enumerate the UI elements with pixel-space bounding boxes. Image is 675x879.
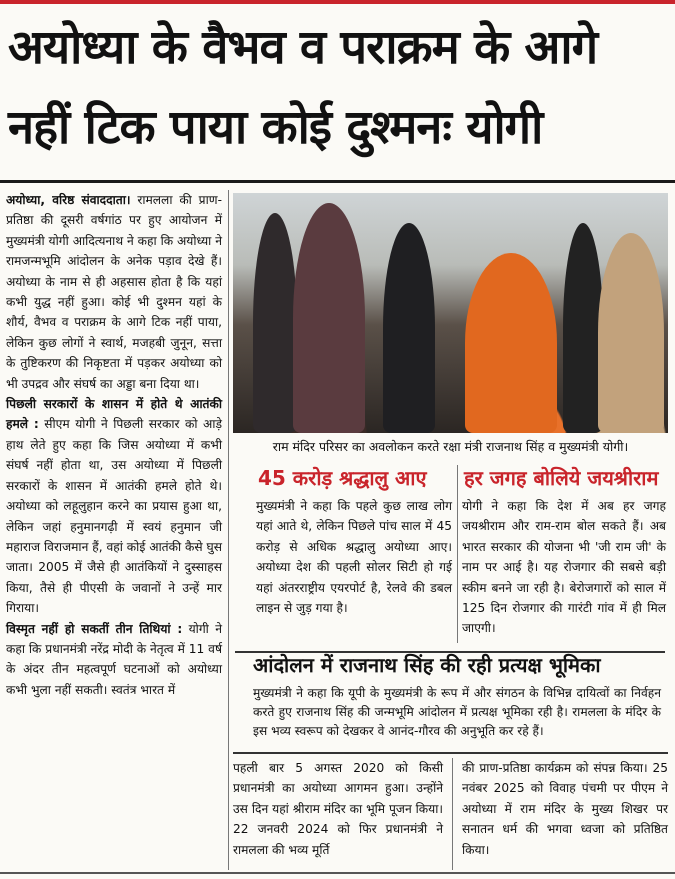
photo-figure xyxy=(598,233,664,433)
page-bottom-rule xyxy=(0,872,675,874)
column-divider xyxy=(457,465,458,643)
headline-line-1: अयोध्या के वैभव व पराक्रम के आगे xyxy=(8,20,598,75)
photo-figure xyxy=(563,223,603,433)
section-body-jai-shri-ram: योगी ने कहा कि देश में अब हर जगह जयश्रीराम और राम-राम बोल सकते हैं। अब भारत सरकार की योजना भी 'जी राम जी' के नाम पर आई है। यह रोजगार की सबसे बड़ी स्कीम बनने जा रही है। बेरोजगारों को साल में 125 दिन रोजगार की गारंटी गांव में ही मिल जाएगी। xyxy=(462,499,666,636)
paragraph-text: सीएम योगी ने पिछली सरकार को आड़े हाथ लेते हुए कहा कि जिस अयोध्या में कभी संघर्ष नहीं होता था, उस अयोध्या में पिछली सरकारों के शासन में आतंकी हमले होते थे। अयोध्या को लहूलुहान करने का प्रयास हुआ था, लेकिन जहां हनुमानगढ़ी में स्वयं हनुमान जी महाराज विराजमान हैं, वहां कोई आतंकी कैसे घुस जाता। 2005 में जैसे ही आतंकियों ने दुस्साहस किया, तैसे ही पीएसी के जवानों ने उन्हें मार गिराया। xyxy=(6,417,223,616)
box-heading: आंदोलन में राजनाथ सिंह की रही प्रत्यक्ष भूमिका xyxy=(253,653,601,677)
bottom-right-column: की प्राण-प्रतिष्ठा कार्यक्रम को संपन्न किया। 25 नवंबर 2025 को विवाह पंचमी पर पीएम ने अयोध्या में राम मंदिर के मुख्य शिखर पर सनातन धर्म की भगवा ध्वजा को प्रतिष्ठित किया। xyxy=(462,761,668,857)
section-heading-devotees: 45 करोड़ श्रद्धालु आए xyxy=(258,466,427,490)
top-accent-line xyxy=(0,0,675,4)
photo-figure xyxy=(293,203,365,433)
photo-figure xyxy=(383,223,435,433)
intro-paragraph: रामलला की प्राण-प्रतिष्ठा की दूसरी वर्षगांठ पर हुए आयोजन में मुख्यमंत्री योगी आदित्यनाथ ने कहा कि अयोध्या ने रामजन्मभूमि आंदोलन के अनेक पड़ाव देखे हैं। अयोध्या के नाम से ही अहसास होता है कि यहां कभी युद्ध नहीं हुआ। कोई भी दुश्मन यहां के शौर्य, वैभव व पराक्रम के आगे टिक नहीं पाया, लेकिन कुछ लोगों ने स्वार्थ, मजहबी जुनून, सत्ता के तुष्टिकरण की निकृष्टता में पड़कर अयोध्या को भी उपद्रव और संघर्ष का अड्डा बना दिया था। xyxy=(6,193,222,391)
left-column xyxy=(6,190,222,700)
dateline: अयोध्या, वरिष्ठ संवाददाता। xyxy=(6,193,131,207)
paragraph-terror-attacks xyxy=(6,394,222,618)
photo-figure xyxy=(465,253,557,433)
paragraph-three-dates xyxy=(6,619,222,701)
column-divider xyxy=(452,758,453,870)
column-divider xyxy=(228,190,229,870)
subheading-three-dates: विस्मृत नहीं हो सकतीं तीन तिथियां : xyxy=(6,621,183,636)
headline-line-2: नहीं टिक पाया कोई दुश्मनः योगी xyxy=(8,100,543,155)
section-heading-jai-shri-ram: हर जगह बोलिये जयश्रीराम xyxy=(464,466,659,490)
bottom-middle-column: पहली बार 5 अगस्त 2020 को किसी प्रधानमंत्री का अयोध्या आगमन हुआ। उन्होंने उस दिन यहां श्रीराम मंदिर का भूमि पूजन किया।22 जनवरी 2024 को फिर प्रधानमंत्री ने रामलला की भव्य मूर्ति xyxy=(233,761,443,857)
article-intro xyxy=(6,190,222,394)
box-body: मुख्यमंत्री ने कहा कि यूपी के मुख्यमंत्री के रूप में और संगठन के विभिन्न दायित्वों का निर्वहन करते हुए राजनाथ सिंह की जन्मभूमि आंदोलन में प्रत्यक्ष भूमिका रही है। रामलला के मंदिर के इस भव्य स्वरूप को देखकर वे आनंद-गौरव की अनुभूति कर रहे हैं। xyxy=(253,686,661,738)
paragraph-text: योगी ने कहा कि प्रधानमंत्री नरेंद्र मोदी के नेतृत्व में 11 वर्ष के अंदर तीन महत्वपूर्ण घटनाओं को अयोध्या कभी भुला नहीं सकती। स्वतंत्र भारत में xyxy=(6,621,222,697)
headline-divider xyxy=(0,180,675,183)
subheading-previous-governments: पिछली सरकारों के शासन में होते थे आतंकी हमले : xyxy=(6,397,222,432)
box-bottom-rule xyxy=(233,752,668,754)
headline xyxy=(8,8,668,168)
section-body-devotees: मुख्यमंत्री ने कहा कि पहले कुछ लाख लोग यहां आते थे, लेकिन पिछले पांच साल में 45 करोड़ से अधिक श्रद्धालु अयोध्या आए। अयोध्या देश की पहली सोलर सिटी हो गई यहां अंतरराष्ट्रीय एयरपोर्ट है, रेलवे की डबल लाइन से जुड़ गया है। xyxy=(256,499,452,616)
photo-figure xyxy=(253,213,297,433)
news-photo xyxy=(233,193,668,433)
photo-caption: राम मंदिर परिसर का अवलोकन करते रक्षा मंत्री राजनाथ सिंह व मुख्यमंत्री योगी। xyxy=(233,434,668,460)
